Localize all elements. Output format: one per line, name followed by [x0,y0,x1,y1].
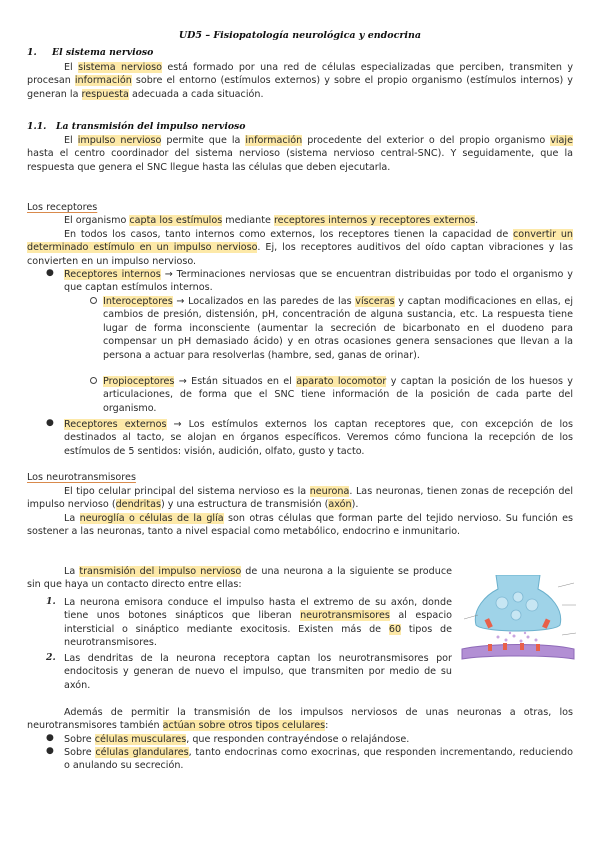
sub-bullet-interoceptores: Interoceptores → Localizados en las paredes de las vísceras y captan modificaciones en ellas, ej cambios de presión, distensión, pH, concentración de alguna sustancia, etc. La respuesta tiene lugar de forma inconsciente (aumentar la secreción de bicarbonato en el duodeno para compensar un pH demasiado ácido) y en otras ocasiones genera sensaciones que llevan a la persona a actuar para resolverlas (hambre, sed, ganas de orinar). [103,296,574,361]
paragraph-capta-estimulos: El organismo capta los estímulos mediante receptores internos y receptores externos. [64,215,479,226]
bullet-celulas-musculares: Sobre células musculares, que responden contrayéndose o relajándose. [64,734,410,745]
paragraph-convertir-estimulo: En todos los casos, tanto internos como externos, los receptores tienen la capacidad de convertir un determinado estímulo en un impulso nervioso. Ej, los receptores auditivos del oído captan vibraciones y las convierten en un impulso nervioso. [27,229,573,267]
section-title: La transmisión del impulso nervioso [56,121,246,132]
sub-bullet-circle [90,297,97,304]
paragraph-impulso-nervioso: El impulso nervioso permite que la información procedente del exterior o del propio organismo viaje hasta el centro coordinador del sistema nervioso (sistema nervioso central-SNC). Y seguidamente, que la respuesta que genera el SNC llegue hasta las células que deben ejecutarla. [27,135,573,173]
page-header-title: UD5 – Fisiopatología neurológica y endocrina [178,30,422,41]
synapse-illustration-icon [458,575,578,671]
bullet-celulas-glandulares: Sobre células glandulares, tanto endocrinas como exocrinas, que responden incrementando, reduciendo o anulando su secreción. [64,747,573,772]
bullet-dot: ● [46,733,54,743]
section-heading-1-1 [27,121,246,132]
paragraph-neurona: El tipo celular principal del sistema nervioso es la neurona. Las neuronas, tienen zonas de recepción del impulso nervioso (dendritas) y una estructura de transmisión (axón). [27,486,573,511]
section-number: 1. [27,47,37,58]
subsection-title-neurotransmisores: Los neurotransmisores [27,472,136,483]
sub-bullet-propioceptores: Propioceptores → Están situados en el aparato locomotor y captan la posición de los huesos y articulaciones, de forma que el SNC tiene información de la posición de cada parte del organismo. [103,376,573,414]
list-item-emisora: La neurona emisora conduce el impulso hasta el extremo de su axón, donde tiene unos botones sinápticos que liberan neurotransmisores al espacio intersticial o sináptico mediante exocitosis. Existen más de 60 tipos de neurotransmisores. [64,597,453,649]
bullet-dot: ● [46,746,54,756]
paragraph-sistema-nervioso: El sistema nervioso está formado por una red de células especializadas que perciben, transmiten y procesan información sobre el entorno (estímulos externos) y sobre el propio organismo (estímulos internos) y generan la respuesta adecuada a cada situación. [27,62,574,100]
bullet-dot: ● [46,268,54,278]
bullet-receptores-internos: Receptores internos → Terminaciones nerviosas que se encuentran distribuidas por todo el organismo y que captan estímulos internos. [64,269,573,294]
bullet-receptores-externos: Receptores externos → Los estímulos externos los captan receptores que, con excepción de los destinados al tacto, se alojan en órganos específicos. Veremos cómo funciona la recepción de los estímulos de 5 sentidos: visión, audición, olfato, gusto y tacto. [64,419,573,457]
list-number: 1. [46,596,56,607]
section-number: 1.1. [27,121,47,132]
subsection-title-receptores: Los receptores [27,202,98,213]
list-item-receptora: Las dendritas de la neurona receptora captan los neurotransmisores por endocitosis y generan de nuevo el impulso, que transmiten por medio de su axón. [64,653,452,691]
paragraph-neuroglia: La neuroglía o células de la glía son otras células que forman parte del tejido nervioso. Su función es sostener a las neuronas, tanto a nivel espacial como metabólico, endocrino e inmunitario. [27,513,573,538]
bullet-dot: ● [46,418,54,428]
section-heading-1 [27,47,153,58]
sub-bullet-circle [90,377,97,384]
list-number: 2. [46,652,56,663]
section-title: El sistema nervioso [52,47,154,58]
paragraph-otros-tipos-celulares: Además de permitir la transmisión de los impulsos nerviosos de unas neuronas a otras, los neurotransmisores también actúan sobre otros tipos celulares: [27,707,573,732]
paragraph-transmision: La transmisión del impulso nervioso de una neurona a la siguiente se produce sin que haya un contacto directo entre ellas: [27,566,452,591]
